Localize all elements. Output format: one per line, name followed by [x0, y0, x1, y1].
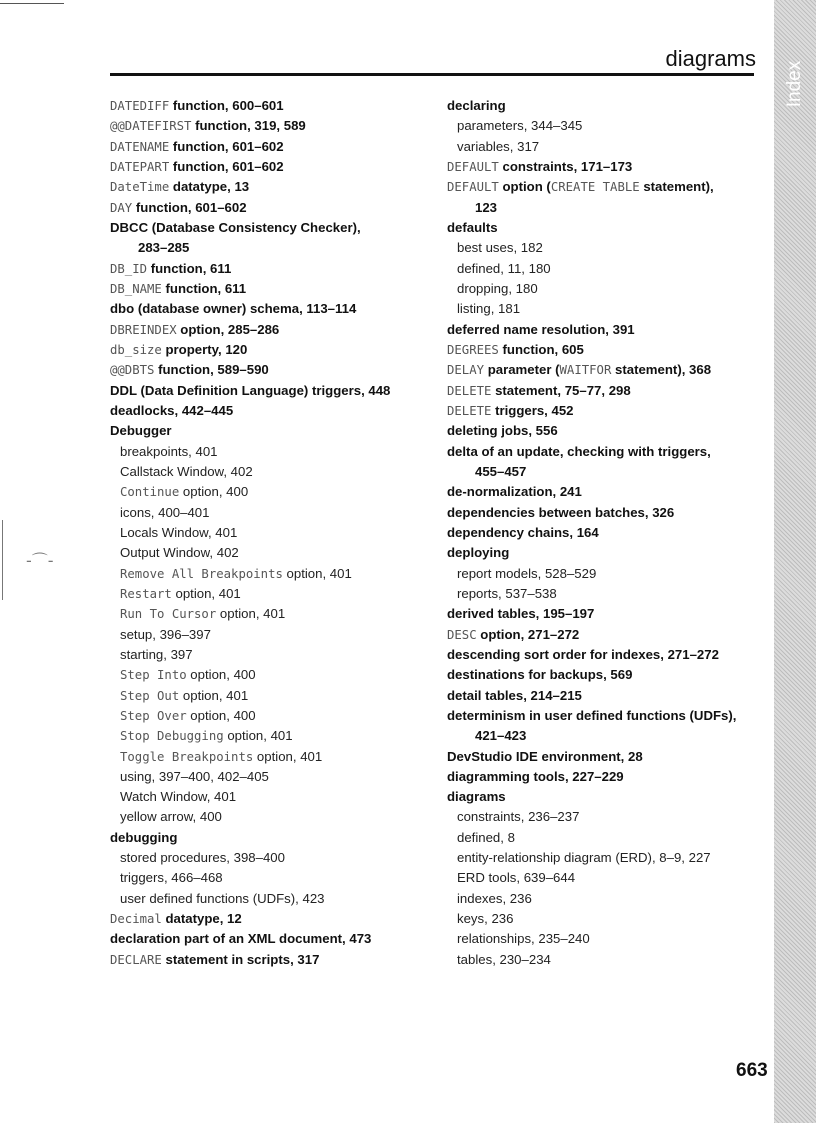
entry-text: datatype, 12 [161, 911, 242, 927]
entry-text: constraints, 236–237 [457, 809, 580, 825]
index-subentry [110, 543, 440, 563]
index-subentry [447, 564, 777, 584]
entry-text: option, 401 [171, 585, 241, 601]
index-entry [447, 340, 777, 360]
index-entry [110, 381, 440, 401]
page-number: 663 [736, 1060, 768, 1081]
entry-text: detail tables, 214–215 [447, 687, 582, 703]
index-subentry [447, 848, 777, 868]
entry-text: defined, 11, 180 [457, 260, 551, 276]
index-entry [447, 625, 777, 645]
index-entry [110, 929, 440, 949]
entry-text: DevStudio IDE environment, 28 [447, 748, 643, 764]
entry-text: constraints, 171–173 [498, 158, 633, 174]
code-term: DELAY [447, 363, 485, 378]
index-subentry [110, 665, 440, 685]
index-entry [110, 299, 440, 319]
index-entry-continuation [447, 198, 777, 218]
entry-text: entity-relationship diagram (ERD), 8–9, 227 [457, 850, 711, 866]
code-term: DEFAULT [447, 159, 499, 174]
entry-text: datatype, 13 [169, 179, 250, 195]
entry-text: 421–423 [475, 728, 527, 744]
entry-text: descending sort order for indexes, 271–272 [447, 646, 719, 662]
code-term: DB_NAME [110, 281, 162, 296]
index-entry [447, 218, 777, 238]
entry-text: option, 400 [179, 484, 249, 500]
index-subentry [110, 686, 440, 706]
entry-text: option, 401 [216, 606, 286, 622]
entry-text: deleting jobs, 556 [447, 423, 558, 439]
entry-text: option, 401 [253, 748, 323, 764]
code-term: DELETE [447, 383, 492, 398]
index-subentry [110, 848, 440, 868]
entry-text: option, 401 [223, 728, 293, 744]
index-entry [447, 604, 777, 624]
entry-text: icons, 400–401 [120, 504, 210, 520]
entry-text: defaults [447, 219, 498, 235]
entry-text: property, 120 [161, 341, 248, 357]
index-subentry [110, 706, 440, 726]
index-entry [447, 421, 777, 441]
entry-text: delta of an update, checking with triggers, [447, 443, 711, 459]
entry-text: Output Window, 402 [120, 545, 239, 561]
index-subentry [447, 929, 777, 949]
code-term: DATEPART [110, 159, 170, 174]
entry-text: best uses, 182 [457, 240, 543, 256]
code-term: DELETE [447, 403, 492, 418]
index-subentry [447, 950, 777, 970]
entry-text: relationships, 235–240 [457, 931, 590, 947]
index-entry [447, 747, 777, 767]
index-subentry [447, 889, 777, 909]
index-entry [110, 96, 440, 116]
code-term: DateTime [110, 180, 170, 195]
entry-text: option, 271–272 [476, 626, 580, 642]
entry-text: setup, 396–397 [120, 626, 211, 642]
entry-text: deferred name resolution, 391 [447, 321, 635, 337]
index-entry [110, 401, 440, 421]
entry-text: function, 601–602 [169, 138, 284, 154]
entry-text: variables, 317 [457, 138, 540, 154]
code-term: DATEDIFF [110, 99, 170, 113]
index-entry [447, 401, 777, 421]
index-entry [110, 421, 440, 441]
entry-text: function, 600–601 [169, 98, 284, 113]
entry-text: DBCC (Database Consistency Checker), [110, 219, 361, 235]
entry-text: parameters, 344–345 [457, 118, 583, 134]
index-subentry [447, 238, 777, 258]
index-subentry [110, 868, 440, 888]
index-subentry [447, 868, 777, 888]
entry-text: dependencies between batches, 326 [447, 504, 675, 520]
entry-text: debugging [110, 829, 178, 845]
entry-text: option, 400 [186, 667, 256, 683]
code-term: DEGREES [447, 342, 499, 357]
code-term: Step Out [120, 688, 180, 703]
entry-text: stored procedures, 398–400 [120, 850, 285, 866]
index-entry [110, 116, 440, 136]
index-entry [447, 787, 777, 807]
entry-text: yellow arrow, 400 [120, 809, 222, 825]
entry-text: option, 401 [282, 565, 352, 581]
index-subentry [110, 442, 440, 462]
index-subentry [447, 137, 777, 157]
margin-line [2, 520, 3, 600]
entry-text: parameter ( [484, 362, 560, 378]
index-entry-continuation [110, 238, 440, 258]
index-thumb-tab [774, 0, 816, 1123]
index-subentry [447, 909, 777, 929]
entry-text: destinations for backups, 569 [447, 667, 633, 683]
entry-text: function, 611 [147, 260, 232, 276]
code-term: @@DBTS [110, 363, 155, 378]
index-entry [110, 340, 440, 360]
index-entry [447, 523, 777, 543]
entry-text: function, 605 [498, 341, 584, 357]
index-subentry [447, 279, 777, 299]
index-entry [447, 442, 777, 462]
entry-text: ERD tools, 639–644 [457, 870, 576, 886]
code-term: Step Over [120, 708, 187, 723]
code-term: DB_ID [110, 261, 148, 276]
entry-text: tables, 230–234 [457, 951, 551, 967]
index-entry [110, 360, 440, 380]
entry-text: diagrams [447, 789, 506, 805]
code-term: Restart [120, 586, 172, 601]
entry-text: triggers, 466–468 [120, 870, 223, 886]
code-term: DEFAULT [447, 180, 499, 195]
index-entry [447, 381, 777, 401]
index-subentry [447, 584, 777, 604]
entry-text: user defined functions (UDFs), 423 [120, 890, 325, 906]
index-entry [447, 503, 777, 523]
entry-text: statement in scripts, 317 [161, 951, 320, 967]
entry-text: listing, 181 [457, 301, 521, 317]
entry-text: report models, 528–529 [457, 565, 597, 581]
entry-text: function, 589–590 [154, 362, 269, 378]
code-term: DESC [447, 627, 477, 642]
entry-text: starting, 397 [120, 646, 193, 662]
index-subentry [110, 604, 440, 624]
index-entry [447, 177, 777, 197]
top-crop-rule [0, 3, 64, 4]
index-entry [110, 259, 440, 279]
entry-text: statement, 75–77, 298 [491, 382, 631, 398]
code-term: @@DATEFIRST [110, 119, 192, 134]
header-rule [110, 73, 754, 76]
entry-text: function, 319, 589 [191, 118, 306, 134]
entry-text: defined, 8 [457, 829, 515, 845]
index-subentry [110, 462, 440, 482]
index-entry [110, 950, 440, 970]
index-subentry [110, 584, 440, 604]
index-entry [447, 157, 777, 177]
entry-text: function, 611 [161, 280, 247, 296]
entry-text: dropping, 180 [457, 280, 538, 296]
index-column-left [110, 96, 440, 970]
index-subentry [447, 299, 777, 319]
entry-text: dependency chains, 164 [447, 524, 599, 540]
entry-text: deploying [447, 545, 510, 561]
index-entry [110, 218, 440, 238]
entry-text: Watch Window, 401 [120, 789, 237, 805]
index-subentry [447, 259, 777, 279]
index-entry [110, 198, 440, 218]
index-entry [447, 360, 777, 380]
entry-text: statement), 368 [611, 362, 712, 378]
code-term: db_size [110, 342, 162, 357]
entry-text: deadlocks, 442–445 [110, 402, 234, 418]
entry-text: declaring [447, 98, 506, 113]
index-entry-continuation [447, 726, 777, 746]
code-term: DAY [110, 200, 133, 215]
index-entry [110, 828, 440, 848]
index-subentry [447, 828, 777, 848]
entry-text: triggers, 452 [491, 402, 574, 418]
index-subentry [110, 747, 440, 767]
index-subentry [110, 787, 440, 807]
entry-text: derived tables, 195–197 [447, 606, 595, 622]
code-term: CREATE TABLE [550, 180, 640, 195]
entry-text: dbo (database owner) schema, 113–114 [110, 301, 357, 317]
index-subentry [110, 889, 440, 909]
entry-text: Locals Window, 401 [120, 524, 238, 540]
index-entry [110, 279, 440, 299]
entry-text: Callstack Window, 402 [120, 463, 253, 479]
index-entry [447, 96, 777, 116]
index-column-right [447, 96, 777, 970]
index-entry [447, 543, 777, 563]
index-entry [447, 320, 777, 340]
entry-text: option, 401 [179, 687, 249, 703]
entry-text: determinism in user defined functions (UDFs), [447, 707, 737, 723]
index-subentry [110, 482, 440, 502]
index-entry [447, 482, 777, 502]
index-entry [447, 706, 777, 726]
index-subentry [110, 726, 440, 746]
registration-mark: -⌒- [26, 551, 54, 570]
index-subentry [110, 807, 440, 827]
code-term: Toggle Breakpoints [120, 749, 254, 764]
running-header: diagrams [665, 46, 756, 71]
code-term: DECLARE [110, 952, 162, 967]
entry-text: keys, 236 [457, 911, 514, 927]
entry-text: reports, 537–538 [457, 585, 557, 601]
code-term: Continue [120, 485, 180, 500]
index-entry [110, 320, 440, 340]
entry-text: 455–457 [475, 463, 527, 479]
index-subentry [110, 503, 440, 523]
index-entry [447, 686, 777, 706]
entry-text: DDL (Data Definition Language) triggers, 448 [110, 382, 391, 398]
code-term: DBREINDEX [110, 322, 177, 337]
index-subentry [447, 807, 777, 827]
entry-text: option ( [498, 179, 551, 195]
index-subentry [110, 767, 440, 787]
index-entry [447, 767, 777, 787]
code-term: WAITFOR [559, 363, 612, 378]
entry-text: option, 285–286 [176, 321, 280, 337]
entry-text: declaration part of an XML document, 473 [110, 931, 372, 947]
entry-text: Debugger [110, 423, 172, 439]
index-subentry [110, 645, 440, 665]
index-entry [110, 157, 440, 177]
index-subentry [110, 523, 440, 543]
entry-text: breakpoints, 401 [120, 443, 218, 459]
index-entry [447, 645, 777, 665]
entry-text: statement), [639, 179, 714, 195]
entry-text: 123 [475, 199, 498, 215]
index-tab-text: Index [784, 60, 806, 108]
index-entry-continuation [447, 462, 777, 482]
index-entry [447, 665, 777, 685]
entry-text: option, 400 [186, 707, 256, 723]
index-subentry [447, 116, 777, 136]
index-entry [110, 137, 440, 157]
code-term: Run To Cursor [120, 607, 217, 622]
entry-text: function, 601–602 [169, 158, 284, 174]
code-term: Remove All Breakpoints [120, 566, 283, 581]
code-term: Step Into [120, 668, 187, 683]
code-term: Decimal [110, 912, 162, 927]
code-term: Stop Debugging [120, 729, 224, 744]
index-entry [110, 177, 440, 197]
index-entry [110, 909, 440, 929]
entry-text: indexes, 236 [457, 890, 532, 906]
index-subentry [110, 625, 440, 645]
entry-text: 283–285 [138, 240, 190, 256]
entry-text: function, 601–602 [132, 199, 247, 215]
code-term: DATENAME [110, 139, 170, 154]
entry-text: using, 397–400, 402–405 [120, 768, 269, 784]
entry-text: diagramming tools, 227–229 [447, 768, 624, 784]
index-subentry [110, 564, 440, 584]
index-tab-label [774, 48, 816, 120]
entry-text: de-normalization, 241 [447, 484, 582, 500]
